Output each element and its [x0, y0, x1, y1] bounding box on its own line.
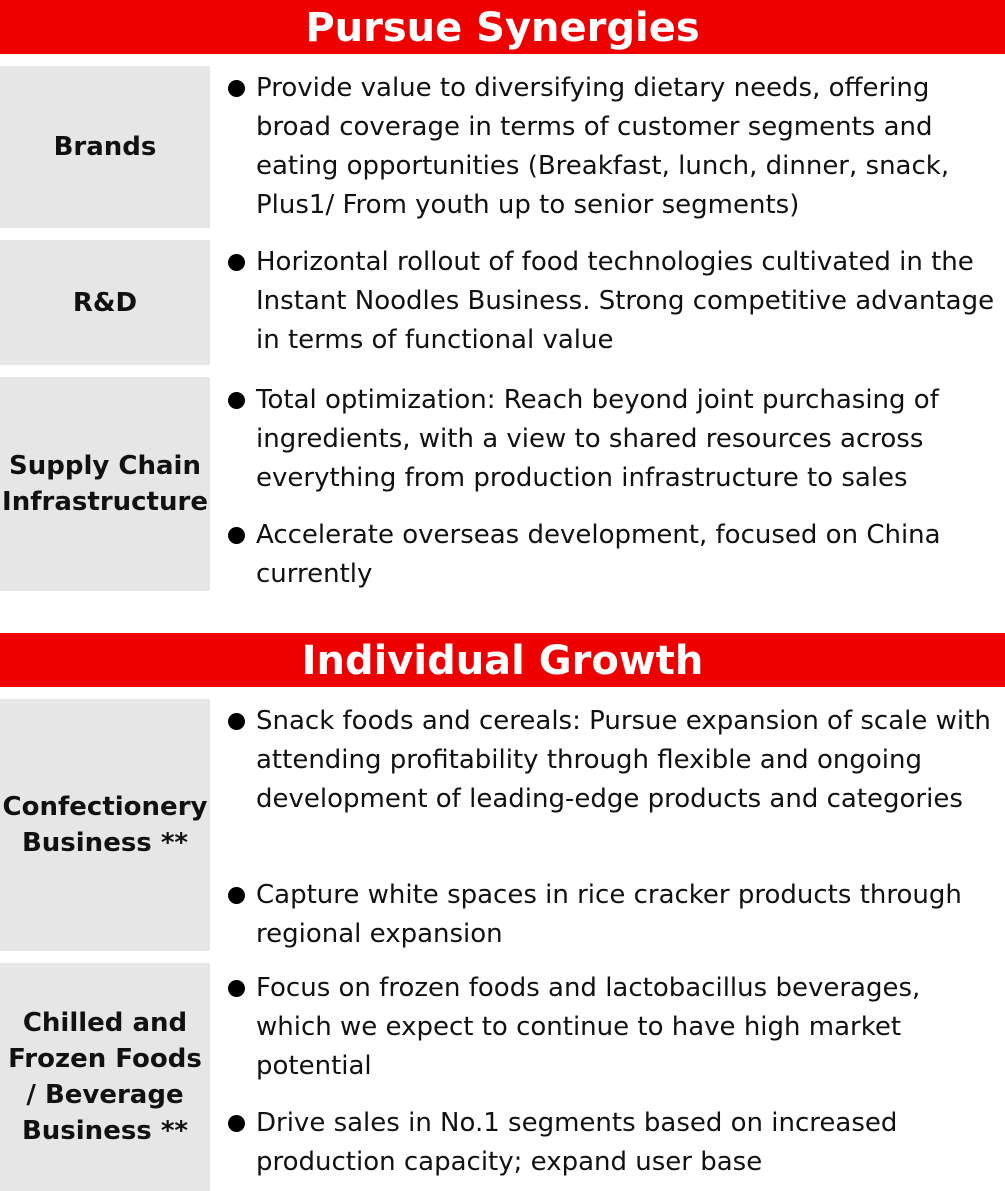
supply-chain-bullet [226, 381, 1001, 498]
row-label-supply-chain: Supply Chain Infrastructure [0, 377, 210, 591]
confectionery-bullet [226, 876, 1001, 954]
row-label-chilled-frozen-beverage: Chilled and Frozen Foods / Beverage Business ** [0, 963, 210, 1191]
chilled-bullet [226, 1104, 1001, 1182]
rnd-bullet [226, 243, 1001, 360]
bullet-text: Capture white spaces in rice cracker products through regional expansion [256, 880, 962, 949]
bullet-text: Total optimization: Reach beyond joint purchasing of ingredients, with a view to shared resources across everything from production infrastructure to sales [256, 385, 939, 493]
bullet-dot-icon [228, 527, 245, 544]
bullet-dot-icon [228, 80, 245, 97]
row-label-confectionery: Confectionery Business ** [0, 699, 210, 951]
chilled-bullet-list [226, 969, 1001, 1086]
confectionery-bullet-list [226, 702, 1001, 819]
individual-growth-heading: Individual Growth [0, 633, 1005, 687]
bullet-text: Horizontal rollout of food technologies cultivated in the Instant Noodles Business. Strong competitive advantage in terms of functional value [256, 247, 995, 355]
bullet-dot-icon [228, 1115, 245, 1132]
chilled-bullet-list-2 [226, 1104, 1001, 1182]
row-label-rnd: R&D [0, 240, 210, 365]
pursue-synergies-heading: Pursue Synergies [0, 0, 1005, 54]
bullet-text: Focus on frozen foods and lactobacillus beverages, which we expect to continue to have high market potential [256, 973, 921, 1081]
bullet-text: Snack foods and cereals: Pursue expansion of scale with attending profitability through flexible and ongoing development of leading-edge products and categories [256, 706, 991, 814]
bullet-text: Provide value to diversifying dietary needs, offering broad coverage in terms of customer segments and eating opportunities (Breakfast, lunch, dinner, snack, Plus1/ From youth up to senior segments) [256, 73, 950, 220]
brands-bullet-list [226, 69, 1001, 225]
supply-chain-bullet-list-2 [226, 516, 1001, 594]
confectionery-bullet-list-2 [226, 876, 1001, 954]
bullet-dot-icon [228, 887, 245, 904]
supply-chain-bullet [226, 516, 1001, 594]
bullet-dot-icon [228, 980, 245, 997]
bullet-dot-icon [228, 713, 245, 730]
rnd-bullet-list [226, 243, 1001, 360]
supply-chain-bullet-list [226, 381, 1001, 498]
bullet-dot-icon [228, 392, 245, 409]
chilled-bullet [226, 969, 1001, 1086]
bullet-text: Drive sales in No.1 segments based on increased production capacity; expand user base [256, 1108, 898, 1177]
row-label-brands: Brands [0, 66, 210, 228]
bullet-text: Accelerate overseas development, focused on China currently [256, 520, 941, 589]
brands-bullet [226, 69, 1001, 225]
bullet-dot-icon [228, 254, 245, 271]
confectionery-bullet [226, 702, 1001, 819]
